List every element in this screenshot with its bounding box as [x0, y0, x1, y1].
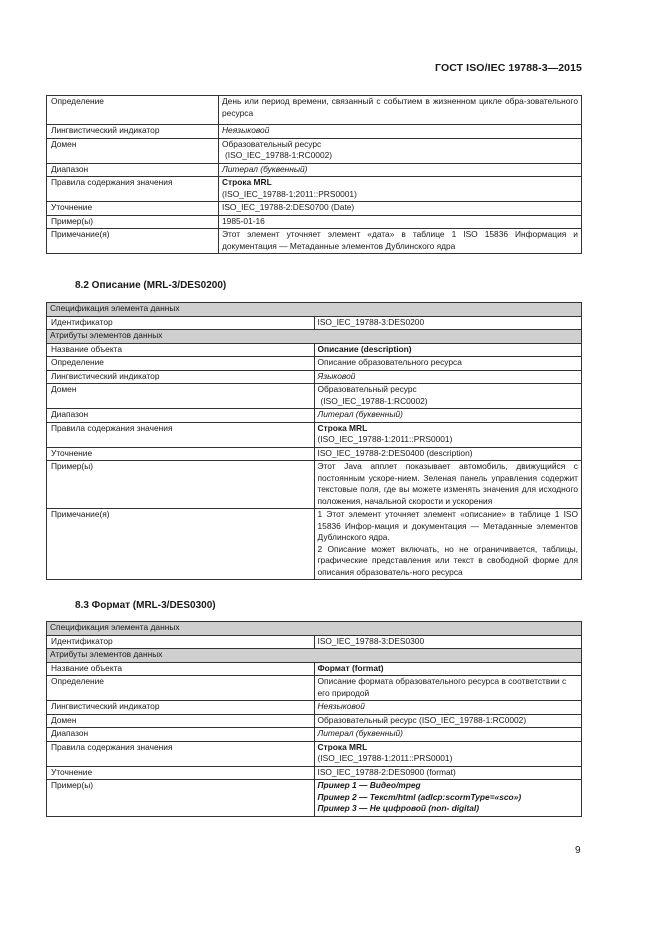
row-value	[314, 509, 582, 580]
row-value: Этот Java апплет показывает автомобиль, движущийся с постоянным ускоре-нием. Зеленая панель управления содержит текстовые поля, где вы можете изменять значения для исходного положения, начальной скорости и ускорения	[314, 461, 582, 509]
table-row	[47, 202, 582, 216]
row-value: Литерал (буквенный)	[314, 409, 582, 423]
table-row	[47, 303, 582, 317]
table-row	[47, 96, 582, 125]
rule-name: Строка MRL	[222, 177, 272, 187]
table-row	[47, 330, 582, 344]
rule-name: Строка MRL	[317, 422, 368, 433]
row-value: ISO_IEC_19788-2:DES0400 (description)	[314, 447, 582, 461]
row-value: Описание формата образовательного ресурса в соответствии с его природой	[314, 676, 582, 701]
row-label: Пример(ы)	[47, 780, 315, 817]
table-row	[47, 343, 582, 357]
row-label: Уточнение	[47, 202, 219, 216]
row-value: Языковой	[314, 370, 582, 384]
table-row	[47, 701, 582, 715]
table-row	[47, 649, 582, 663]
row-value: День или период времени, связанный с событием в жизненном цикле обра-зовательного ресурса	[219, 96, 582, 125]
row-value: Образовательный ресурс (ISO_IEC_19788-1:RC0002)	[314, 714, 582, 728]
row-label: Примечание(я)	[47, 509, 315, 580]
table-row	[47, 447, 582, 461]
example-3: Пример 3 — Не цифровой (non- digital)	[317, 803, 480, 813]
row-value	[219, 138, 582, 163]
rule-id: (ISO_IEC_19788-1:2011::PRS0001)	[317, 753, 453, 763]
row-label: Домен	[47, 384, 315, 409]
element-table-continued	[46, 95, 582, 254]
attrs-header: Атрибуты элементов данных	[47, 330, 582, 344]
table-row	[47, 766, 582, 780]
table-row	[47, 741, 582, 766]
row-value: ISO_IEC_19788-2:DES0700 (Date)	[219, 202, 582, 216]
row-value: Описание (description)	[314, 343, 582, 357]
element-table-format	[46, 621, 582, 817]
table-row	[47, 461, 582, 509]
table-row	[47, 138, 582, 163]
table-row	[47, 125, 582, 139]
row-label: Примечание(я)	[47, 229, 219, 254]
domain-id: (ISO_IEC_19788-1:RC0002)	[320, 395, 428, 406]
table-row	[47, 215, 582, 229]
row-label: Идентификатор	[47, 316, 315, 330]
table-row	[47, 163, 582, 177]
row-label: Лингвистический индикатор	[47, 370, 315, 384]
rule-id: (ISO_IEC_19788-1:2011::PRS0001)	[317, 434, 453, 444]
note-2: 2 Описание может включать, но не ограничивается, таблицы, графические представления или текст в свободной форме для описания образователь-ного ресурса	[317, 543, 578, 577]
row-label: Определение	[47, 357, 315, 371]
row-label: Правила содержания значения	[47, 422, 315, 447]
row-value	[314, 780, 582, 817]
row-label: Уточнение	[47, 447, 315, 461]
row-value: Этот элемент уточняет элемент «дата» в таблице 1 ISO 15836 Информация и документация — Метаданные элементов Дублинского ядра	[219, 229, 582, 254]
standard-code-header: ГОСТ ISO/IEC 19788-3—2015	[435, 62, 582, 74]
domain-id: (ISO_IEC_19788-1:RC0002)	[225, 150, 333, 160]
row-value	[314, 741, 582, 766]
table-row	[47, 622, 582, 636]
table-row	[47, 409, 582, 423]
example-1: Пример 1 — Видео/mpeg	[317, 780, 421, 790]
row-value: ISO_IEC_19788-3:DES0200	[314, 316, 582, 330]
row-label: Пример(ы)	[47, 461, 315, 509]
table-row	[47, 728, 582, 742]
table-row	[47, 384, 582, 409]
row-label: Лингвистический индикатор	[47, 701, 315, 715]
table-row	[47, 370, 582, 384]
row-label: Название объекта	[47, 662, 315, 676]
table-row	[47, 357, 582, 371]
row-value	[314, 384, 582, 409]
row-label: Домен	[47, 138, 219, 163]
row-label: Уточнение	[47, 766, 315, 780]
row-label: Идентификатор	[47, 635, 315, 649]
table-row	[47, 676, 582, 701]
row-label: Определение	[47, 96, 219, 125]
row-label: Пример(ы)	[47, 215, 219, 229]
section-title-8-3: 8.3 Формат (MRL-3/DES0300)	[75, 600, 216, 611]
row-label: Диапазон	[47, 409, 315, 423]
row-value: Формат (format)	[314, 662, 582, 676]
rule-id: (ISO_IEC_19788-1:2011::PRS0001)	[222, 188, 357, 199]
domain-name: Образовательный ресурс	[222, 138, 322, 149]
row-label: Диапазон	[47, 728, 315, 742]
rule-name: Строка MRL	[317, 741, 368, 752]
table-row	[47, 422, 582, 447]
element-table-description	[46, 302, 582, 580]
row-value: Описание образовательного ресурса	[314, 357, 582, 371]
page-number: 9	[575, 845, 581, 856]
table-row	[47, 177, 582, 202]
row-value: Литерал (буквенный)	[314, 728, 582, 742]
attrs-header: Атрибуты элементов данных	[47, 649, 582, 663]
table-row	[47, 662, 582, 676]
row-label: Лингвистический индикатор	[47, 125, 219, 139]
row-value	[219, 177, 582, 202]
row-label: Название объекта	[47, 343, 315, 357]
row-label: Правила содержания значения	[47, 177, 219, 202]
spec-header: Спецификация элемента данных	[47, 303, 582, 317]
row-label: Определение	[47, 676, 315, 701]
table-row	[47, 316, 582, 330]
row-label: Диапазон	[47, 163, 219, 177]
example-2: Пример 2 — Текст/html (adlcp:scormType=«sco»)	[317, 791, 522, 802]
row-value	[314, 422, 582, 447]
row-value: Литерал (буквенный)	[219, 163, 582, 177]
spec-header: Спецификация элемента данных	[47, 622, 582, 636]
table-row	[47, 780, 582, 817]
note-1: 1 Этот элемент уточняет элемент «описание» в таблице 1 ISO 15836 Инфор-мация и документация — Метаданные элементов Дублинского ядра.	[317, 509, 578, 542]
row-value: 1985-01-16	[219, 215, 582, 229]
row-label: Домен	[47, 714, 315, 728]
row-value: Неязыковой	[314, 701, 582, 715]
row-value: ISO_IEC_19788-3:DES0300	[314, 635, 582, 649]
row-value: Неязыковой	[219, 125, 582, 139]
table-row	[47, 714, 582, 728]
domain-name: Образовательный ресурс	[317, 384, 417, 394]
row-value: ISO_IEC_19788-2:DES0900 (format)	[314, 766, 582, 780]
table-row	[47, 635, 582, 649]
row-label: Правила содержания значения	[47, 741, 315, 766]
table-row	[47, 229, 582, 254]
section-title-8-2: 8.2 Описание (MRL-3/DES0200)	[75, 280, 227, 291]
table-row	[47, 509, 582, 580]
